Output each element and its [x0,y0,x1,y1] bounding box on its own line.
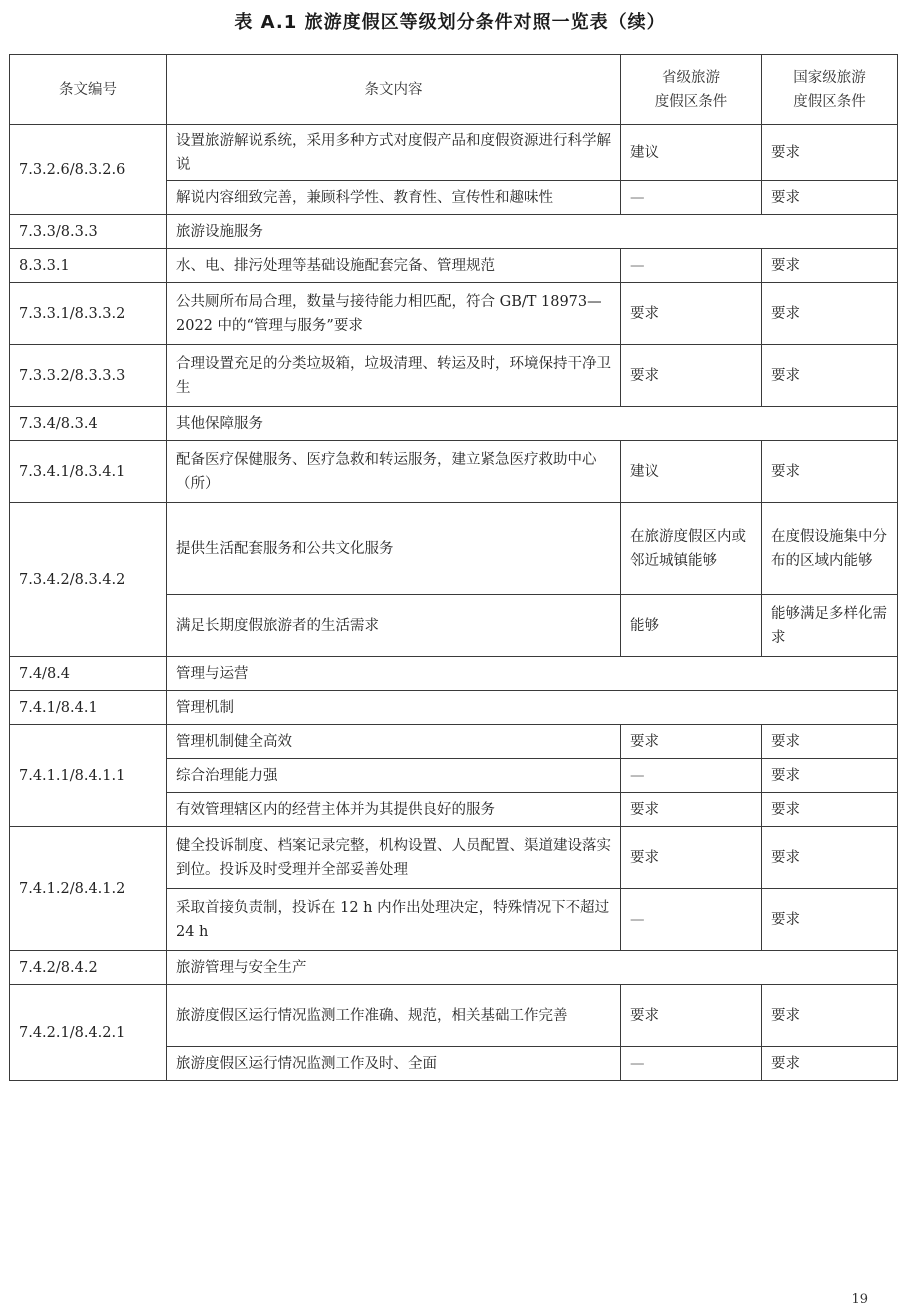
clause-content: 配备医疗保健服务、医疗急救和转运服务，建立紧急医疗救助中心（所） [167,441,621,503]
provincial-condition: 要求 [621,725,762,759]
clause-content: 设置旅游解说系统，采用多种方式对度假产品和度假资源进行科学解说 [167,125,621,181]
national-condition: 要求 [762,345,898,407]
national-condition: 要求 [762,889,898,951]
section-row [10,215,898,249]
provincial-condition: — [621,181,762,215]
clause-content: 满足长期度假旅游者的生活需求 [167,595,621,657]
section-heading: 旅游管理与安全生产 [167,951,898,985]
national-condition: 要求 [762,249,898,283]
clause-no: 7.4.2.1/8.4.2.1 [10,985,167,1081]
clause-no: 7.4.1/8.4.1 [10,691,167,725]
clause-content: 有效管理辖区内的经营主体并为其提供良好的服务 [167,793,621,827]
clause-content: 采取首接负责制，投诉在 12 h 内作出处理决定，特殊情况下不超过 24 h [167,889,621,951]
clause-content: 公共厕所布局合理，数量与接待能力相匹配，符合 GB/T 18973—2022 中的“管理与服务”要求 [167,283,621,345]
national-condition: 要求 [762,827,898,889]
table-row [10,283,898,345]
clause-no: 7.4.1.2/8.4.1.2 [10,827,167,951]
provincial-condition: 要求 [621,793,762,827]
national-condition: 要求 [762,759,898,793]
provincial-condition: 建议 [621,125,762,181]
clause-content: 解说内容细致完善，兼顾科学性、教育性、宣传性和趣味性 [167,181,621,215]
table-row [10,249,898,283]
header-provincial: 省级旅游 度假区条件 [621,55,762,125]
provincial-condition: — [621,889,762,951]
clause-content: 提供生活配套服务和公共文化服务 [167,503,621,595]
national-condition: 要求 [762,125,898,181]
section-row [10,691,898,725]
clause-no: 7.3.4.1/8.3.4.1 [10,441,167,503]
page-number: 19 [851,1292,868,1307]
clause-no: 7.3.4.2/8.3.4.2 [10,503,167,657]
national-condition: 要求 [762,1047,898,1081]
national-condition: 要求 [762,283,898,345]
section-row [10,407,898,441]
clause-no: 7.3.4/8.3.4 [10,407,167,441]
section-heading: 旅游设施服务 [167,215,898,249]
clause-no: 7.3.3.2/8.3.3.3 [10,345,167,407]
clause-no: 7.3.3.1/8.3.3.2 [10,283,167,345]
grading-conditions-table [9,54,898,1081]
provincial-condition: 建议 [621,441,762,503]
clause-no: 7.4/8.4 [10,657,167,691]
clause-content: 水、电、排污处理等基础设施配套完备、管理规范 [167,249,621,283]
provincial-condition: 在旅游度假区内或邻近城镇能够 [621,503,762,595]
provincial-condition: — [621,1047,762,1081]
table-row [10,345,898,407]
national-condition: 要求 [762,793,898,827]
national-condition: 在度假设施集中分布的区域内能够 [762,503,898,595]
provincial-condition: — [621,249,762,283]
header-national: 国家级旅游 度假区条件 [762,55,898,125]
clause-no: 7.4.1.1/8.4.1.1 [10,725,167,827]
national-condition: 要求 [762,441,898,503]
section-row [10,657,898,691]
section-heading: 管理与运营 [167,657,898,691]
national-condition: 要求 [762,725,898,759]
clause-content: 管理机制健全高效 [167,725,621,759]
section-heading: 管理机制 [167,691,898,725]
national-condition: 能够满足多样化需求 [762,595,898,657]
clause-content: 综合治理能力强 [167,759,621,793]
provincial-condition: 要求 [621,827,762,889]
table-row [10,725,898,759]
section-heading: 其他保障服务 [167,407,898,441]
table-row [10,985,898,1047]
table-title: 表 A.1 旅游度假区等级划分条件对照一览表（续） [234,12,666,33]
provincial-condition: 要求 [621,283,762,345]
header-content: 条文内容 [167,55,621,125]
clause-no: 8.3.3.1 [10,249,167,283]
national-condition: 要求 [762,181,898,215]
table-row [10,441,898,503]
clause-no: 7.3.3/8.3.3 [10,215,167,249]
provincial-condition: 要求 [621,985,762,1047]
section-row [10,951,898,985]
table-row [10,827,898,889]
clause-no: 7.3.2.6/8.3.2.6 [10,125,167,215]
provincial-condition: 能够 [621,595,762,657]
clause-content: 旅游度假区运行情况监测工作准确、规范，相关基础工作完善 [167,985,621,1047]
clause-content: 旅游度假区运行情况监测工作及时、全面 [167,1047,621,1081]
table-header-row [10,55,898,125]
table-row [10,125,898,181]
header-clause-no: 条文编号 [10,55,167,125]
national-condition: 要求 [762,985,898,1047]
clause-content: 健全投诉制度、档案记录完整，机构设置、人员配置、渠道建设落实到位。投诉及时受理并全部妥善处理 [167,827,621,889]
provincial-condition: — [621,759,762,793]
clause-content: 合理设置充足的分类垃圾箱，垃圾清理、转运及时，环境保持干净卫生 [167,345,621,407]
table-row [10,503,898,595]
clause-no: 7.4.2/8.4.2 [10,951,167,985]
provincial-condition: 要求 [621,345,762,407]
